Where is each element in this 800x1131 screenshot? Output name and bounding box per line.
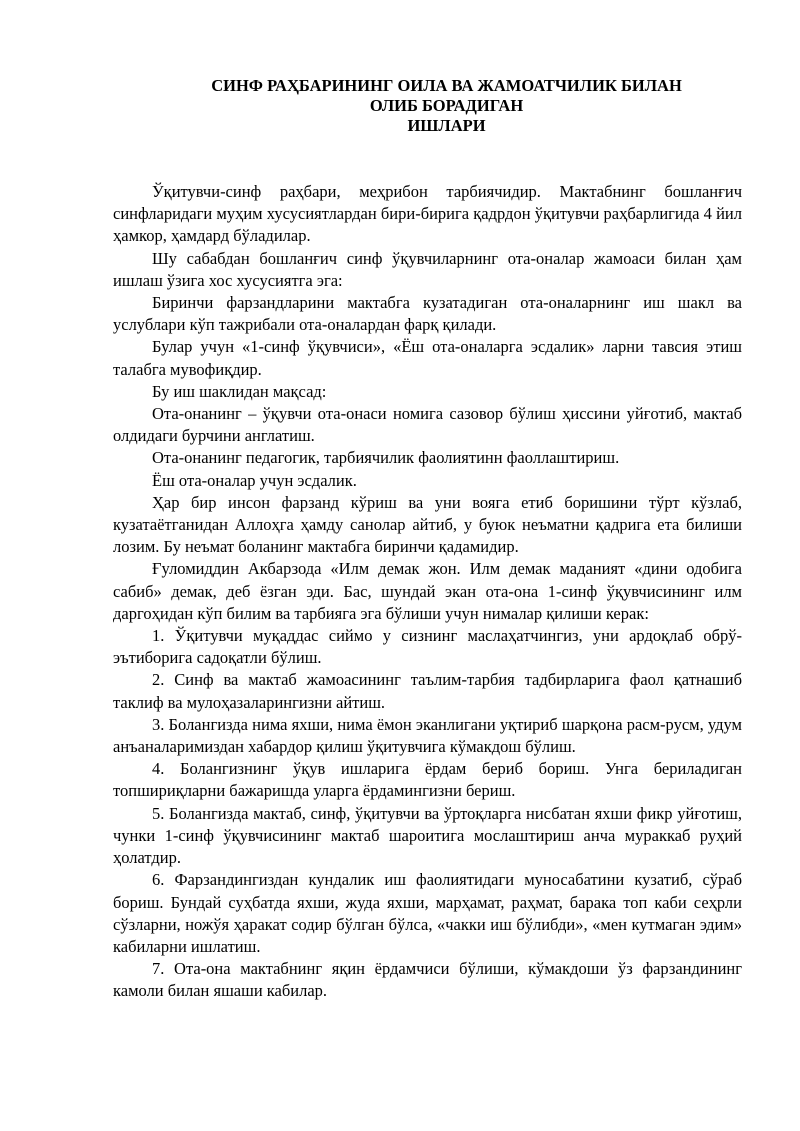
- list-item: 4. Болангизнинг ўқув ишларига ёрдам бериб бориш. Унга бериладиган топшириқларни бажаришда уларга ёрдамингизни бериш.: [113, 759, 742, 801]
- paragraph: Биринчи фарзандларини мактабга кузатадиган ота-оналарнинг иш шакл ва услублари кўп тажрибали ота-оналардан фарқ қилади.: [113, 293, 742, 335]
- document-body: [113, 181, 742, 1003]
- paragraph: Шу сабабдан бошланғич синф ўқувчиларнинг ота-оналар жамоаси билан ҳам ишлаш ўзига хос хусусиятга эга:: [113, 248, 742, 290]
- paragraph: Булар учун «1-синф ўқувчиси», «Ёш ота-оналарга эсдалик» ларни тавсия этиш талабга мувофиқдир.: [113, 337, 742, 379]
- paragraph: Ота-онанинг педагогик, тарбиячилик фаолиятинн фаоллаштириш.: [152, 448, 620, 468]
- list-item: 6. Фарзандингиздан кундалик иш фаолиятидаги муносабатини кузатиб, сўраб бориш. Бундай суҳбатда яхши, жуда яхши, марҳамат, раҳмат, барака топ каби сеҳрли сўзларни, ножўя ҳаракат содир бўлган бўлса, «чакки иш бўлибди», «мен кутмаган эдим» кабиларни ишлатиш.: [113, 870, 742, 956]
- paragraph: Ёш ота-оналар учун эсдалик.: [152, 470, 357, 490]
- paragraph: Ғуломиддин Акбарзода «Илм демак жон. Илм демак маданият «дини одобига сабиб» демак, деб ёзган эди. Бас, шундай экан ота-она 1-синф ўқувчисининг илм даргоҳидан кўп билим ва тарбияга эга бўлиши учун нималар қилиши керак:: [113, 559, 742, 623]
- list-item: 1. Ўқитувчи муқаддас сиймо у сизнинг маслаҳатчингиз, уни ардоқлаб обрў-эътиборига садоқатли бўлиш.: [113, 626, 742, 668]
- list-item: 3. Болангизда нима яхши, нима ёмон эканлигани уқтириб шарқона расм-русм, удум анъаналаримиздан хабардор қилиш ўқитувчига кўмакдош бўлиш.: [113, 714, 742, 757]
- paragraph: Ота-онанинг – ўқувчи ота-онаси номига сазовор бўлиш ҳиссини уйғотиб, мактаб олдидаги бурчини англатиш.: [113, 404, 742, 446]
- list-item: 5. Болангизда мактаб, синф, ўқитувчи ва ўртоқларга нисбатан яхши фикр уйғотиш, чунки 1-синф ўқувчисининг мактаб шароитига мослаштириш анча мураккаб руҳий ҳолатдир.: [113, 803, 742, 868]
- title-line-1: СИНФ РАҲБАРИНИНГ ОИЛА ВА ЖАМОАТЧИЛИК БИЛАН: [211, 76, 682, 95]
- list-item: 2. Синф ва мактаб жамоасининг таълим-тарбия тадбирларига фаол қатнашиб таклиф ва мулоҳазаларингизни айтиш.: [113, 670, 742, 712]
- paragraph: Ўқитувчи-синф раҳбари, меҳрибон тарбиячидир. Мактабнинг бошланғич синфларидаги муҳим хусусиятлардан бири-бирига қадрдон ўқитувчи раҳбарлигида 4 йил ҳамкор, ҳамдард бўладилар.: [113, 182, 742, 246]
- document-title: [113, 76, 780, 136]
- title-line-3: ИШЛАРИ: [407, 116, 486, 135]
- paragraph: Ҳар бир инсон фарзанд кўриш ва уни вояга етиб боришини тўрт кўзлаб, кузатаётганидан Аллоҳга ҳамду санолар айтиб, у буюк неъматни қадрига ета билиши лозим. Бу неъмат боланинг мактабга биринчи қадамидир.: [113, 492, 742, 557]
- title-line-2: ОЛИБ БОРАДИГАН: [369, 96, 524, 115]
- list-item: 7. Ота-она мактабнинг яқин ёрдамчиси бўлиши, кўмакдоши ўз фарзандининг камоли билан яшаши кабилар.: [113, 959, 742, 1001]
- paragraph: Бу иш шаклидан мақсад:: [152, 381, 327, 401]
